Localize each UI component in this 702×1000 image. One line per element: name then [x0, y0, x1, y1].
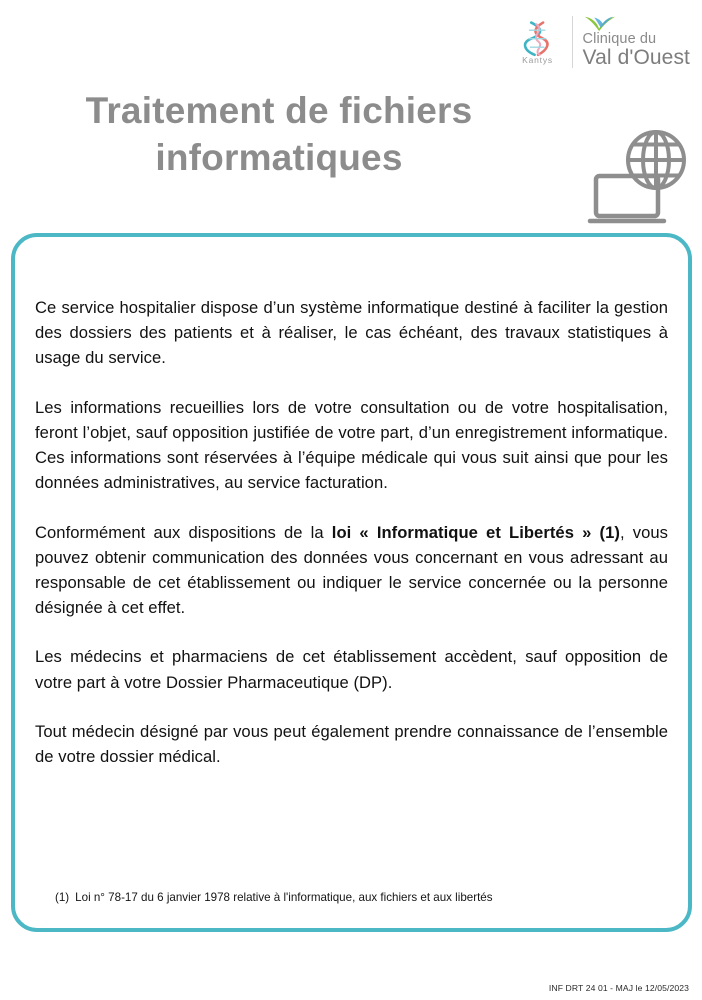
paragraph-2: Les informations recueillies lors de votre consultation ou de votre hospitalisation, feront l’objet, sauf opposition justifiée de votre part, d’un enregistrement informatique. Ces informations sont réservées à l’équipe médicale qui vous suit ainsi que pour les données administratives, au service facturation.	[35, 397, 668, 493]
page-title	[44, 87, 514, 182]
clinic-logo	[583, 15, 690, 69]
page-title-line-1: Traitement de fichiers	[85, 89, 473, 131]
paragraph-3-tail: , vous pouvez obtenir communication des données vous concernant en vous adressant au responsable de cet établissement ou indiquer le service concernée ou la personne désignée à cet effet.	[35, 522, 668, 618]
body-text	[35, 295, 668, 769]
clinic-name-line-1: Clinique du	[582, 30, 657, 47]
footnote	[55, 890, 658, 906]
law-reference-bold: loi « Informatique et Libertés » (1)	[331, 522, 620, 542]
bird-swoosh-icon	[583, 15, 617, 31]
logo-divider	[572, 16, 573, 68]
dna-helix-icon	[521, 20, 555, 54]
footnote-marker: (1)	[55, 890, 70, 904]
laptop-globe-icon	[586, 128, 690, 228]
document-reference: INF DRT 24 01 - MAJ le 12/05/2023	[548, 983, 689, 993]
brand-logo	[512, 14, 690, 70]
paragraph-1: Ce service hospitalier dispose d’un système informatique destiné à faciliter la gestion des dossiers des patients et à réaliser, le cas échéant, des travaux statistiques à usage du service.	[35, 298, 668, 368]
paragraph-5: Tout médecin désigné par vous peut également prendre connaissance de l’ensemble de votre dossier médical.	[35, 721, 668, 767]
footnote-text: Loi n° 78-17 du 6 janvier 1978 relative à l'informatique, aux fichiers et aux libertés	[75, 890, 493, 904]
paragraph-4: Les médecins et pharmaciens de cet établissement accèdent, sauf opposition de votre part à votre Dossier Pharmaceutique (DP).	[35, 647, 668, 692]
paragraph-3-lead: Conformément aux dispositions de la	[35, 522, 332, 542]
paragraph-3	[35, 520, 668, 621]
kantys-wordmark: Kantys	[522, 54, 553, 65]
kantys-logo	[512, 20, 572, 65]
page-title-line-2: informatiques	[155, 137, 403, 179]
content-box	[11, 233, 692, 932]
clinic-name-line-2: Val d'Ouest	[582, 46, 690, 70]
